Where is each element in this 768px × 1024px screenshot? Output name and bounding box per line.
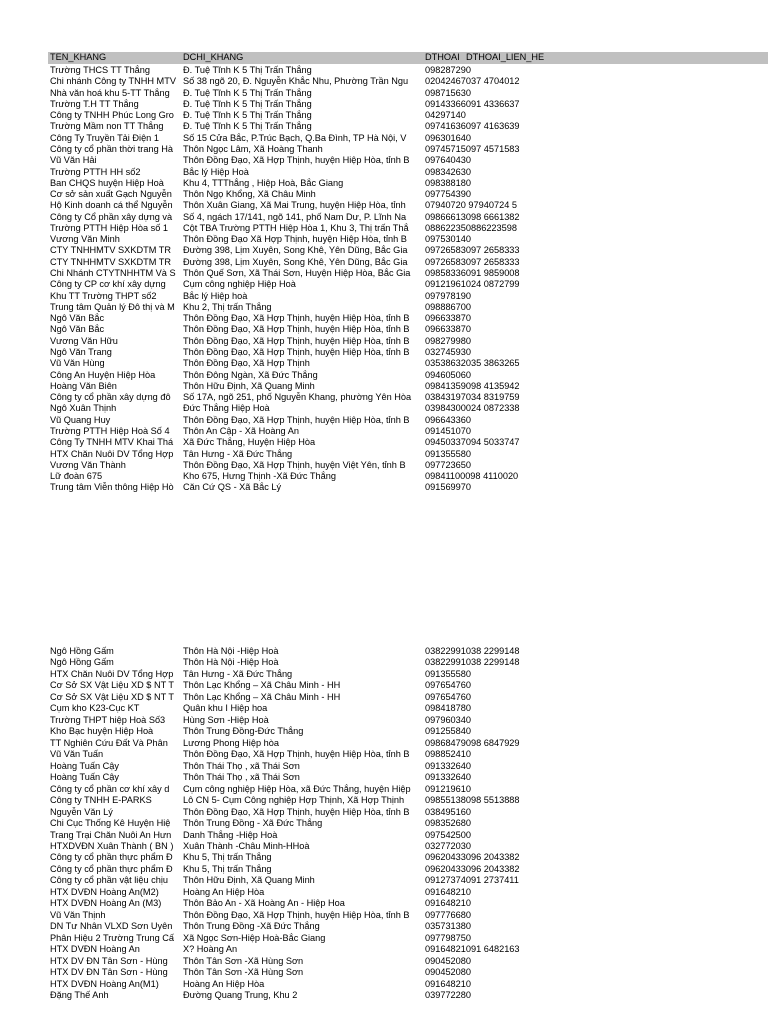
cell-ten-khang: Nguyễn Văn Lý <box>50 806 113 817</box>
cell-dthoai: 09841359098 4135942 <box>425 380 520 391</box>
table-row <box>0 692 768 703</box>
cell-dchi-khang: X? Hoàng An <box>183 944 238 955</box>
cell-ten-khang: Khu TT Trường THPT số2 <box>50 290 157 301</box>
cell-dchi-khang: Tân Hưng - Xã Đức Thắng <box>183 668 293 679</box>
table-row <box>0 110 768 121</box>
cell-dchi-khang: Đ. Tuệ Tĩnh K 5 Thị Trấn Thắng <box>183 87 312 98</box>
cell-dchi-khang: Đức Thắng Hiệp Hoà <box>183 403 270 414</box>
cell-dthoai: 096301640 <box>425 132 471 143</box>
table-row <box>0 738 768 749</box>
table-row <box>0 841 768 852</box>
cell-dchi-khang: Xuân Thành -Châu Minh-HHoà <box>183 840 310 851</box>
cell-dchi-khang: Thôn Ngọc Lâm, Xã Hoàng Thanh <box>183 143 323 154</box>
cell-ten-khang: Hộ Kinh doanh cá thể Nguyễn <box>50 200 173 211</box>
cell-dthoai: 091451070 <box>425 425 471 436</box>
cell-ten-khang: Trang Trại Chăn Nuôi An Hưn <box>50 829 172 840</box>
cell-ten-khang: Cơ Sở SX Vật Liệu XD $ NT T <box>50 680 175 691</box>
cell-dchi-khang: Danh Thắng -Hiệp Hoà <box>183 829 278 840</box>
cell-ten-khang: Trung tâm Viễn thông Hiệp Hò <box>50 482 174 493</box>
cell-ten-khang: Công ty cổ phần vật liệu chịu <box>50 875 168 886</box>
table-row <box>0 415 768 426</box>
cell-ten-khang: HTX Chăn Nuôi DV Tổng Hợp <box>50 448 174 459</box>
cell-ten-khang: HTX DVĐN Hoàng An(M1) <box>50 978 159 989</box>
cell-dchi-khang: Đường 398, Lịm Xuyên, Song Khê, Yên Dũng, Bắc Gia <box>183 245 408 256</box>
cell-dchi-khang: Thôn Thái Thọ , xã Thái Sơn <box>183 760 300 771</box>
table-row <box>0 482 768 493</box>
table-row <box>0 460 768 471</box>
cell-dthoai: 07940720 97940724 5 <box>425 200 517 211</box>
cell-ten-khang: Chi Cục Thống Kê Huyện Hiệ <box>50 818 171 829</box>
table-row <box>0 818 768 829</box>
table-row <box>0 864 768 875</box>
cell-dthoai: 090452080 <box>425 967 471 978</box>
cell-dthoai: 032745930 <box>425 347 471 357</box>
cell-dthoai: 03843197034 8319759 <box>425 392 520 403</box>
cell-dthoai: 097654760 <box>425 691 471 702</box>
cell-dthoai: 09121961024 0872799 <box>425 279 520 290</box>
table-row <box>0 403 768 414</box>
cell-ten-khang: HTX DVĐN Hoàng An(M2) <box>50 886 159 897</box>
cell-dchi-khang: Lô CN 5- Cụm Công nghiệp Hợp Thịnh, Xã Hợp Thịnh <box>183 795 405 806</box>
cell-dthoai: 09866613098 6661382 <box>425 211 520 222</box>
table-row <box>0 437 768 448</box>
cell-ten-khang: Ngô Hồng Gấm <box>50 657 114 668</box>
cell-dchi-khang: Thôn Hữu Định, Xã Quang Minh <box>183 875 315 886</box>
cell-dchi-khang: Số 4, ngách 17/141, ngõ 141, phố Nam Dư, P. Lĩnh Na <box>183 211 407 222</box>
table-row <box>0 852 768 863</box>
table-row <box>0 302 768 313</box>
cell-ten-khang: Hoàng Văn Biên <box>50 380 117 391</box>
table-row <box>0 76 768 87</box>
cell-dchi-khang: Thôn An Cập - Xã Hoàng An <box>183 425 299 436</box>
cell-dchi-khang: Đ. Tuệ Tĩnh K 5 Thị Trấn Thắng <box>183 98 312 109</box>
table-row <box>0 646 768 657</box>
cell-dchi-khang: Đường Quang Trung, Khu 2 <box>183 990 298 1001</box>
cell-ten-khang: CTY TNHHMTV SXKDTM TR <box>50 245 171 256</box>
cell-dchi-khang: Thôn Đồng Đạo, Xã Hợp Thịnh, huyện Hiệp Hòa, tỉnh B <box>183 414 410 425</box>
cell-dthoai: 097723650 <box>425 459 471 470</box>
cell-dthoai: 098388180 <box>425 177 471 188</box>
cell-dchi-khang: Thôn Ngọ Khổng, Xã Châu Minh <box>183 189 316 200</box>
cell-dthoai: 09164821091 6482163 <box>425 944 520 955</box>
cell-ten-khang: Vương Văn Thành <box>50 459 126 470</box>
cell-dchi-khang: Số 38 ngõ 20, Đ. Nguyễn Khắc Nhu, Phường Trần Ngu <box>183 76 409 87</box>
cell-dthoai: 091648210 <box>425 886 471 897</box>
table-row <box>0 189 768 200</box>
cell-dchi-khang: Thôn Quế Sơn, Xã Thái Sơn, Huyện Hiệp Hòa, Bắc Gia <box>183 268 411 279</box>
cell-ten-khang: Trường Mầm non TT Thắng <box>50 121 164 132</box>
cell-dthoai: 09127374091 2737411 <box>425 875 519 886</box>
cell-dthoai: 09620433096 2043382 <box>425 863 520 874</box>
table-row <box>0 990 768 1001</box>
cell-dthoai: 03822991038 2299148 <box>425 646 520 656</box>
cell-ten-khang: Công ty CP cơ khí xây dựng <box>50 279 166 290</box>
table-row <box>0 703 768 714</box>
cell-ten-khang: Chi nhánh Công ty TNHH MTV <box>50 76 176 87</box>
cell-dthoai: 091332640 <box>425 760 471 771</box>
cell-dthoai: 032772030 <box>425 840 471 851</box>
table-row <box>0 449 768 460</box>
cell-ten-khang: Hoàng Tuấn Cậy <box>50 772 119 783</box>
cell-dthoai: 02042467037 4704012 <box>425 76 520 87</box>
table-row <box>0 234 768 245</box>
cell-ten-khang: HTX DV ĐN Tân Sơn - Hùng <box>50 955 168 966</box>
cell-dchi-khang: Thôn Tân Sơn -Xã Hùng Sơn <box>183 955 304 966</box>
cell-dchi-khang: Bắc lý Hiệp Hoà <box>183 166 249 177</box>
cell-dchi-khang: Khu 2, Thị trấn Thắng <box>183 301 272 312</box>
cell-dchi-khang: Đường 398, Lịm Xuyên, Song Khê, Yên Dũng, Bắc Gia <box>183 256 408 267</box>
cell-dchi-khang: Thôn Trung Đồng-Đức Thắng <box>183 726 304 737</box>
header-dchi-khang: DCHI_KHANG <box>183 52 244 62</box>
table-row <box>0 669 768 680</box>
cell-dchi-khang: Xã Đức Thắng, Huyện Hiệp Hòa <box>183 437 316 448</box>
cell-dthoai: 09620433096 2043382 <box>425 852 520 863</box>
table-row <box>0 88 768 99</box>
cell-dchi-khang: Thôn Trung Đồng -Xã Đức Thắng <box>183 921 320 932</box>
cell-ten-khang: Công ty TNHH E-PARKS <box>50 795 152 806</box>
cell-dthoai: 091648210 <box>425 978 471 989</box>
cell-ten-khang: Vương Văn Hữu <box>50 335 118 346</box>
table-row <box>0 381 768 392</box>
cell-dthoai: 03538632035 3863265 <box>425 358 520 369</box>
cell-dthoai: 098287290 <box>425 65 471 75</box>
cell-ten-khang: Trường THCS TT Thắng <box>50 65 151 75</box>
cell-dchi-khang: Khu 5, Thị trấn Thắng <box>183 863 272 874</box>
cell-ten-khang: HTX Chăn Nuôi DV Tổng Hợp <box>50 668 174 679</box>
table-row <box>0 898 768 909</box>
table-row <box>0 657 768 668</box>
table-row <box>0 121 768 132</box>
table-row <box>0 471 768 482</box>
cell-ten-khang: Vũ Văn Tuấn <box>50 749 104 760</box>
table-row <box>0 257 768 268</box>
cell-dchi-khang: Cột TBA Trường PTTH Hiệp Hòa 1, Khu 3, Thị trấn Thắ <box>183 222 409 233</box>
cell-dchi-khang: Thôn Tân Sơn -Xã Hùng Sơn <box>183 967 304 978</box>
cell-dthoai: 090452080 <box>425 955 471 966</box>
cell-ten-khang: Vũ Quang Huy <box>50 414 111 425</box>
cell-ten-khang: Vũ Văn Hải <box>50 155 97 166</box>
table-row <box>0 426 768 437</box>
cell-dchi-khang: Thôn Đồng Đạo, Xã Hợp Thịnh, huyện Hiệp Hòa, tỉnh B <box>183 347 410 357</box>
cell-ten-khang: Trường PTTH Hiệp Hòa số 1 <box>50 222 169 233</box>
table-row <box>0 65 768 76</box>
table-row <box>0 784 768 795</box>
cell-ten-khang: Ban CHQS huyện Hiệp Hoà <box>50 177 164 188</box>
cell-dthoai: 088622350886223598 <box>425 222 517 233</box>
cell-dthoai: 09858336091 9859008 <box>425 268 520 279</box>
cell-dthoai: 097776680 <box>425 909 471 920</box>
cell-ten-khang: Kho Bạc huyện Hiệp Hoà <box>50 726 154 737</box>
cell-dchi-khang: Khu 4, TTThắng , Hiệp Hoà, Bắc Giang <box>183 177 344 188</box>
cell-dthoai: 098342630 <box>425 166 471 177</box>
cell-dthoai: 09855138098 5513888 <box>425 795 520 806</box>
cell-dchi-khang: Thôn Lạc Khổng – Xã Châu Minh - HH <box>183 680 341 691</box>
table-row <box>0 749 768 760</box>
table-row <box>0 279 768 290</box>
cell-ten-khang: Cơ Sở SX Vật Liệu XD $ NT T <box>50 691 175 702</box>
cell-ten-khang: Công ty Cổ phần xây dựng và <box>50 211 173 222</box>
cell-dthoai: 091569970 <box>425 482 471 493</box>
cell-dthoai: 091648210 <box>425 898 471 909</box>
table-row <box>0 921 768 932</box>
cell-dchi-khang: Đ. Tuệ Tĩnh K 5 Thị Trấn Thắng <box>183 121 312 132</box>
cell-ten-khang: Đặng Thế Anh <box>50 990 109 1001</box>
table-row <box>0 772 768 783</box>
cell-dthoai: 04297140 <box>425 110 466 121</box>
table-row <box>0 291 768 302</box>
cell-dchi-khang: Số 15 Cửa Bắc, P.Trúc Bạch, Q.Ba Đình, TP Hà Nội, V <box>183 132 407 143</box>
cell-ten-khang: HTX DV ĐN Tân Sơn - Hùng <box>50 967 168 978</box>
cell-dthoai: 091355580 <box>425 448 471 459</box>
table-row <box>0 392 768 403</box>
cell-dchi-khang: Thôn Đồng Đạo, Xã Hợp Thịnh, huyện Hiệp Hòa, tỉnh B <box>183 806 410 817</box>
header-dthoai: DTHOAI <box>425 52 460 62</box>
table-row <box>0 795 768 806</box>
cell-dthoai: 097542500 <box>425 829 471 840</box>
cell-dchi-khang: Thôn Đồng Đạo, Xã Hợp Thịnh, huyện Hiệp Hòa, tỉnh B <box>183 335 410 346</box>
table-row <box>0 245 768 256</box>
cell-dthoai: 09868479098 6847929 <box>425 737 520 748</box>
table-row <box>0 144 768 155</box>
cell-dthoai: 091332640 <box>425 772 471 783</box>
table-row <box>0 268 768 279</box>
cell-dchi-khang: Tân Hưng - Xã Đức Thắng <box>183 448 293 459</box>
table-row <box>0 178 768 189</box>
cell-dchi-khang: Số 17A, ngõ 251, phố Nguyễn Khang, phường Yên Hòa <box>183 392 412 403</box>
cell-dchi-khang: Căn Cứ QS - Xã Bắc Lý <box>183 482 282 493</box>
cell-dthoai: 09841100098 4110020 <box>425 471 519 482</box>
cell-dthoai: 09450337094 5033747 <box>425 437 520 448</box>
cell-dchi-khang: Thôn Đồng Đạo, Xã Hợp Thịnh, huyện Việt Yên, tỉnh B <box>183 459 406 470</box>
table-row <box>0 167 768 178</box>
cell-dchi-khang: Thôn Hữu Định, Xã Quang Minh <box>183 380 315 391</box>
cell-ten-khang: Lữ đoàn 675 <box>50 471 103 482</box>
cell-dchi-khang: Thôn Hà Nội -Hiệp Hoà <box>183 657 279 668</box>
cell-dthoai: 09143366091 4336637 <box>425 98 520 109</box>
cell-dchi-khang: Hùng Sơn -Hiệp Hoà <box>183 714 269 725</box>
cell-ten-khang: Vương Văn Minh <box>50 234 120 245</box>
cell-dthoai: 098852410 <box>425 749 471 760</box>
cell-ten-khang: Công ty cổ phần xây dựng đô <box>50 392 171 403</box>
cell-dthoai: 097640430 <box>425 155 471 166</box>
cell-ten-khang: Trung tâm Quản lý Đô thị và M <box>50 301 175 312</box>
cell-dchi-khang: Khu 5, Thị trấn Thắng <box>183 852 272 863</box>
table-row <box>0 830 768 841</box>
cell-dthoai: 097798750 <box>425 932 471 943</box>
cell-ten-khang: HTXDVĐN Xuân Thành ( BN ) <box>50 840 174 851</box>
table-row <box>0 358 768 369</box>
cell-ten-khang: Ngô Văn Bắc <box>50 313 105 324</box>
cell-dthoai: 09745715097 4571583 <box>425 143 520 154</box>
table-row <box>0 324 768 335</box>
table-row <box>0 967 768 978</box>
table-row <box>0 875 768 886</box>
cell-ten-khang: TT Nghiên Cứu Đất Và Phân <box>50 737 168 748</box>
cell-dthoai: 098715630 <box>425 87 471 98</box>
cell-dchi-khang: Thôn Đồng Đạo, Xã Hợp Thịnh, huyện Hiệp Hòa, tỉnh B <box>183 749 410 760</box>
cell-ten-khang: Hoàng Tuấn Cậy <box>50 760 119 771</box>
cell-ten-khang: Công Ty Truyền Tải Điện 1 <box>50 132 159 143</box>
cell-dchi-khang: Thôn Đồng Đạo, Xã Hợp Thịnh, huyện Hiệp Hòa, tỉnh B <box>183 324 410 335</box>
cell-dchi-khang: Thôn Đông Ngàn, Xã Đức Thắng <box>183 369 318 380</box>
cell-dthoai: 097960340 <box>425 714 471 725</box>
cell-dchi-khang: Thôn Đồng Đạo, Xã Hợp Thịnh, huyện Hiệp Hòa, tỉnh B <box>183 909 410 920</box>
cell-ten-khang: Công ty cổ phần thực phẩm Đ <box>50 863 173 874</box>
cell-dthoai: 03822991038 2299148 <box>425 657 520 668</box>
cell-dchi-khang: Xã Ngọc Sơn-Hiệp Hoà-Bắc Giang <box>183 932 326 943</box>
column-headers <box>0 52 768 63</box>
cell-dthoai: 098418780 <box>425 703 471 714</box>
cell-ten-khang: Ngô Hồng Gấm <box>50 646 114 656</box>
cell-ten-khang: Chi Nhánh CTYTNHHTM Và S <box>50 268 176 279</box>
table-row <box>0 347 768 358</box>
cell-dthoai: 09726583097 2658333 <box>425 256 520 267</box>
cell-dchi-khang: Thôn Bảo An - Xã Hoàng An - Hiệp Hoa <box>183 898 345 909</box>
header-dthoai-lien-he: DTHOAI_LIEN_HE <box>466 52 545 62</box>
table-row <box>0 956 768 967</box>
cell-dthoai: 091255840 <box>425 726 471 737</box>
cell-dthoai: 094605060 <box>425 369 471 380</box>
cell-ten-khang: Trường PTTH HH số2 <box>50 166 141 177</box>
cell-dchi-khang: Bắc lý Hiệp hoà <box>183 290 248 301</box>
table-row <box>0 336 768 347</box>
cell-ten-khang: Công ty cổ phần thời trang Hà <box>50 143 173 154</box>
table-row <box>0 726 768 737</box>
cell-dthoai: 096643360 <box>425 414 471 425</box>
cell-dchi-khang: Hoàng An Hiệp Hòa <box>183 886 265 897</box>
table-row <box>0 944 768 955</box>
table-row <box>0 99 768 110</box>
cell-dthoai: 09726583097 2658333 <box>425 245 520 256</box>
table-row <box>0 212 768 223</box>
cell-dthoai: 09741636097 4163639 <box>425 121 520 132</box>
cell-ten-khang: Trường PTTH Hiệp Hoà Số 4 <box>50 425 170 436</box>
cell-dthoai: 03984300024 0872338 <box>425 403 520 414</box>
cell-ten-khang: DN Tư Nhân VLXD Sơn Uyên <box>50 921 173 932</box>
cell-ten-khang: Cụm kho K23-Cục KT <box>50 703 140 714</box>
cell-dchi-khang: Quân khu I Hiệp hoa <box>183 703 268 714</box>
cell-dthoai: 097978190 <box>425 290 471 301</box>
cell-dthoai: 097754390 <box>425 189 471 200</box>
cell-ten-khang: Vũ Văn Hùng <box>50 358 105 369</box>
cell-ten-khang: Vũ Văn Thịnh <box>50 909 106 920</box>
cell-dthoai: 098352680 <box>425 818 471 829</box>
cell-ten-khang: Nhà văn hoá khu 5-TT Thắng <box>50 87 170 98</box>
cell-dchi-khang: Thôn Xuân Giang, Xã Mai Trung, huyện Hiệp Hòa, tỉnh <box>183 200 406 211</box>
cell-ten-khang: HTX DVĐN Hoàng An (M3) <box>50 898 162 909</box>
cell-dthoai: 096633870 <box>425 313 471 324</box>
cell-dthoai: 038495160 <box>425 806 471 817</box>
cell-dthoai: 091355580 <box>425 668 471 679</box>
cell-ten-khang: HTX DVĐN Hoàng An <box>50 944 140 955</box>
cell-dchi-khang: Lương Phong Hiệp hòa <box>183 737 279 748</box>
cell-dchi-khang: Đ. Tuệ Tĩnh K 5 Thị Trấn Thắng <box>183 65 312 75</box>
table-row <box>0 223 768 234</box>
table-row <box>0 715 768 726</box>
table-row <box>0 761 768 772</box>
cell-dchi-khang: Đ. Tuệ Tĩnh K 5 Thị Trấn Thắng <box>183 110 312 121</box>
table-row <box>0 887 768 898</box>
cell-dchi-khang: Thôn Đồng Đạo Xã Hợp Thịnh, huyện Hiệp Hòa, tỉnh B <box>183 234 407 245</box>
cell-dchi-khang: Thôn Thái Thọ , xã Thái Sơn <box>183 772 300 783</box>
cell-dchi-khang: Cụm công nghiệp Hiệp Hoà <box>183 279 296 290</box>
cell-ten-khang: Ngô Văn Trang <box>50 347 112 357</box>
cell-dthoai: 097654760 <box>425 680 471 691</box>
cell-ten-khang: Ngô Văn Bắc <box>50 324 105 335</box>
table-row <box>0 313 768 324</box>
cell-dchi-khang: Hoàng An Hiệp Hòa <box>183 978 265 989</box>
table-row <box>0 370 768 381</box>
cell-dchi-khang: Kho 675, Hưng Thịnh -Xã Đức Thắng <box>183 471 336 482</box>
cell-ten-khang: Công ty TNHH Phúc Long Gro <box>50 110 174 121</box>
cell-ten-khang: Trường THPT hiệp Hoà Số3 <box>50 714 166 725</box>
cell-dchi-khang: Cụm công nghiệp Hiệp Hòa, xã Đức Thắng, huyện Hiệp <box>183 783 411 794</box>
cell-ten-khang: Ngô Xuân Thịnh <box>50 403 117 414</box>
cell-dthoai: 098886700 <box>425 301 471 312</box>
cell-dchi-khang: Thôn Đồng Đạo, Xã Hợp Thịnh, huyện Hiệp Hòa, tỉnh B <box>183 313 410 324</box>
header-ten-khang: TEN_KHANG <box>50 52 107 62</box>
cell-dchi-khang: Thôn Trung Đồng - Xã Đức Thắng <box>183 818 323 829</box>
cell-ten-khang: Cơ sở sản xuất Gạch Nguyễn <box>50 189 172 200</box>
table-row <box>0 133 768 144</box>
cell-ten-khang: Công An Huyện Hiệp Hòa <box>50 369 156 380</box>
cell-dthoai: 039772280 <box>425 990 471 1001</box>
cell-dthoai: 091219610 <box>425 783 471 794</box>
cell-ten-khang: Phân Hiệu 2 Trường Trung Cấ <box>50 932 175 943</box>
cell-dchi-khang: Thôn Hà Nội -Hiệp Hoà <box>183 646 279 656</box>
cell-dchi-khang: Thôn Đồng Đạo, Xã Hợp Thịnh <box>183 358 310 369</box>
cell-dchi-khang: Thôn Đồng Đạo, Xã Hợp Thịnh, huyện Hiệp Hòa, tỉnh B <box>183 155 410 166</box>
table-row <box>0 933 768 944</box>
cell-dchi-khang: Thôn Lạc Khổng – Xã Châu Minh - HH <box>183 691 341 702</box>
cell-dthoai: 096633870 <box>425 324 471 335</box>
cell-dthoai: 098279980 <box>425 335 471 346</box>
table-row <box>0 979 768 990</box>
cell-ten-khang: Công ty cổ phần cơ khí xây d <box>50 783 170 794</box>
cell-ten-khang: CTY TNHHMTV SXKDTM TR <box>50 256 171 267</box>
table-row <box>0 200 768 211</box>
cell-ten-khang: Trường T.H TT Thắng <box>50 98 139 109</box>
table-row <box>0 910 768 921</box>
table-row <box>0 155 768 166</box>
cell-ten-khang: Công Ty TNHH MTV Khai Thá <box>50 437 174 448</box>
table-row <box>0 807 768 818</box>
cell-dthoai: 097530140 <box>425 234 471 245</box>
table-row <box>0 680 768 691</box>
cell-dthoai: 035731380 <box>425 921 471 932</box>
cell-ten-khang: Công ty cổ phần thực phẩm Đ <box>50 852 173 863</box>
